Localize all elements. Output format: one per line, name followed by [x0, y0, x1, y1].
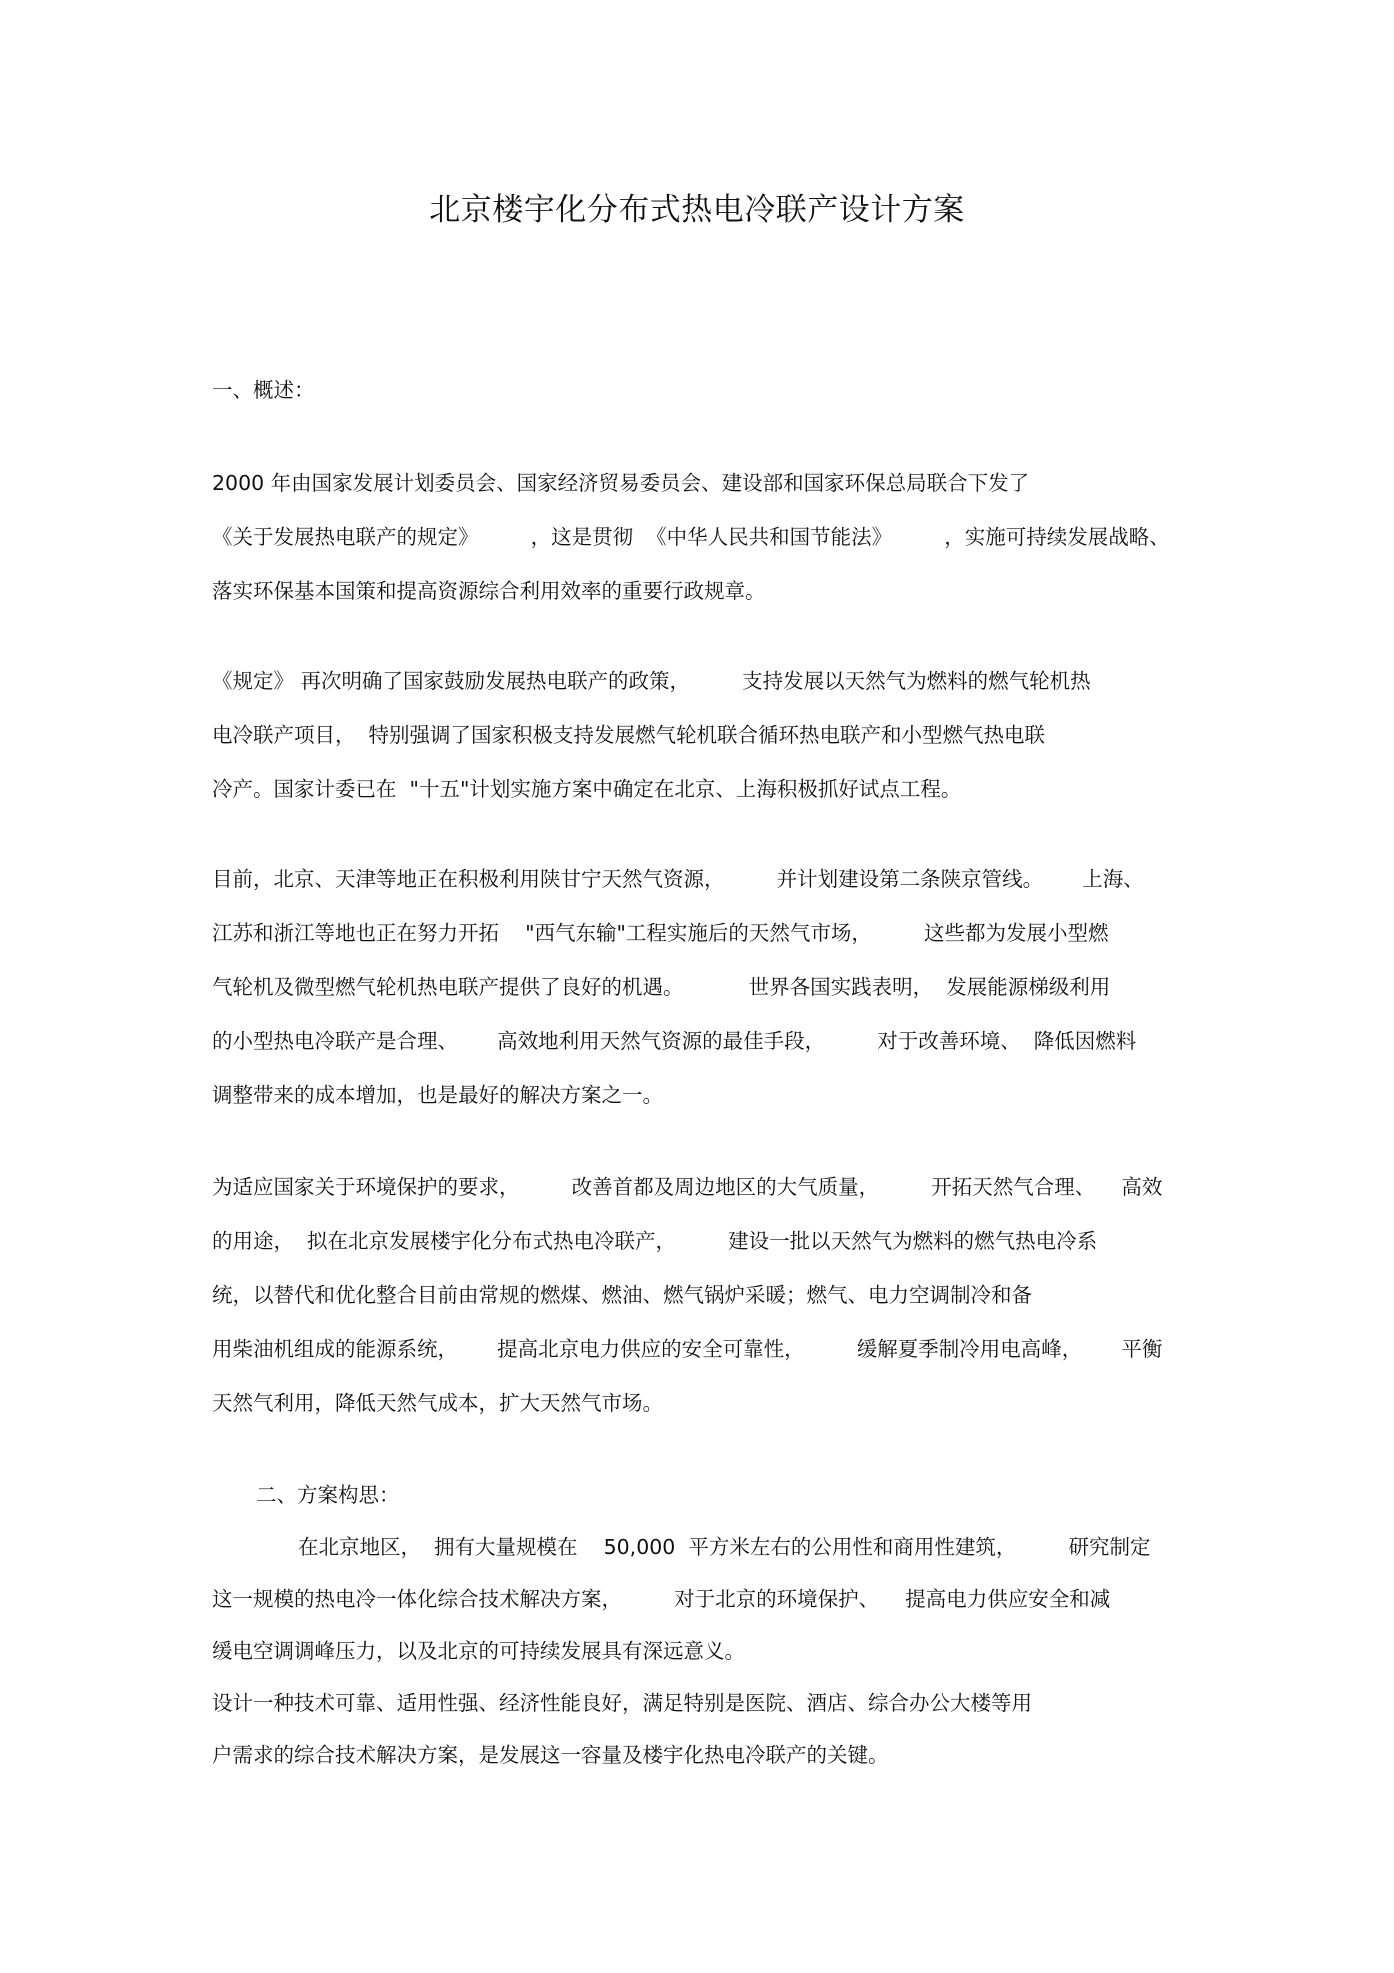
paragraph-3-line-5: 调整带来的成本增加，也是最好的解决方案之一。	[212, 1083, 663, 1107]
paragraph-4-line-5: 天然气利用，降低天然气成本，扩大天然气市场。	[212, 1391, 663, 1415]
paragraph-6-line-2: 户需求的综合技术解决方案，是发展这一容量及楼宇化热电冷联产的关键。	[212, 1743, 889, 1767]
section-heading-overview: 一、概述：	[212, 378, 315, 402]
section-heading-plan: 二、方案构思：	[256, 1483, 400, 1507]
paragraph-2-line-2: 电冷联产项目， 特别强调了国家积极支持发展燃气轮机联合循环热电联产和小型燃气热电联	[212, 723, 1046, 747]
paragraph-1-line-1: 2000 年由国家发展计划委员会、国家经济贸易委员会、建设部和国家环保总局联合下发了	[212, 471, 1030, 495]
paragraph-3-line-4: 的小型热电冷联产是合理、 高效地利用天然气资源的最佳手段， 对于改善环境、 降低因燃料	[212, 1029, 1137, 1053]
paragraph-2-line-3: 冷产。国家计委已在 "十五"计划实施方案中确定在北京、上海积极抓好试点工程。	[212, 777, 962, 801]
paragraph-5-line-1: 在北京地区， 拥有大量规模在 50,000 平方米左右的公用性和商用性建筑， 研究制定	[298, 1535, 1151, 1559]
paragraph-1-line-2: 《关于发展热电联产的规定》 ，这是贯彻 《中华人民共和国节能法》 ，实施可持续发展战略、	[212, 525, 1170, 549]
paragraph-4-line-2: 的用途， 拟在北京发展楼宇化分布式热电冷联产， 建设一批以天然气为燃料的燃气热电冷系	[212, 1229, 1098, 1253]
paragraph-5-line-2: 这一规模的热电冷一体化综合技术解决方案， 对于北京的环境保护、 提高电力供应安全和减	[212, 1587, 1111, 1611]
paragraph-4-line-4: 用柴油机组成的能源系统， 提高北京电力供应的安全可靠性， 缓解夏季制冷用电高峰， 平衡	[212, 1337, 1163, 1361]
paragraph-3-line-1: 目前，北京、天津等地正在积极利用陕甘宁天然气资源， 并计划建设第二条陕京管线。 上海、	[212, 867, 1144, 891]
paragraph-5-line-3: 缓电空调调峰压力，以及北京的可持续发展具有深远意义。	[212, 1639, 745, 1663]
paragraph-6-line-1: 设计一种技术可靠、适用性强、经济性能良好，满足特别是医院、酒店、综合办公大楼等用	[212, 1691, 1032, 1715]
paragraph-4-line-1: 为适应国家关于环境保护的要求， 改善首都及周边地区的大气质量， 开拓天然气合理、 高效	[212, 1175, 1163, 1199]
paragraph-3-line-2: 江苏和浙江等地也正在努力开拓 "西气东输"工程实施后的天然气市场， 这些都为发展小型燃	[212, 921, 1109, 945]
paragraph-2-line-1: 《规定》 再次明确了国家鼓励发展热电联产的政策， 支持发展以天然气为燃料的燃气轮机热	[212, 669, 1091, 693]
paragraph-3-line-3: 气轮机及微型燃气轮机热电联产提供了良好的机遇。 世界各国实践表明， 发展能源梯级利用	[212, 975, 1111, 999]
paragraph-4-line-3: 统，以替代和优化整合目前由常规的燃煤、燃油、燃气锅炉采暖；燃气、电力空调制冷和备	[212, 1283, 1032, 1307]
paragraph-1-line-3: 落实环保基本国策和提高资源综合利用效率的重要行政规章。	[212, 579, 766, 603]
document-title: 北京楼宇化分布式热电冷联产设计方案	[429, 192, 965, 228]
